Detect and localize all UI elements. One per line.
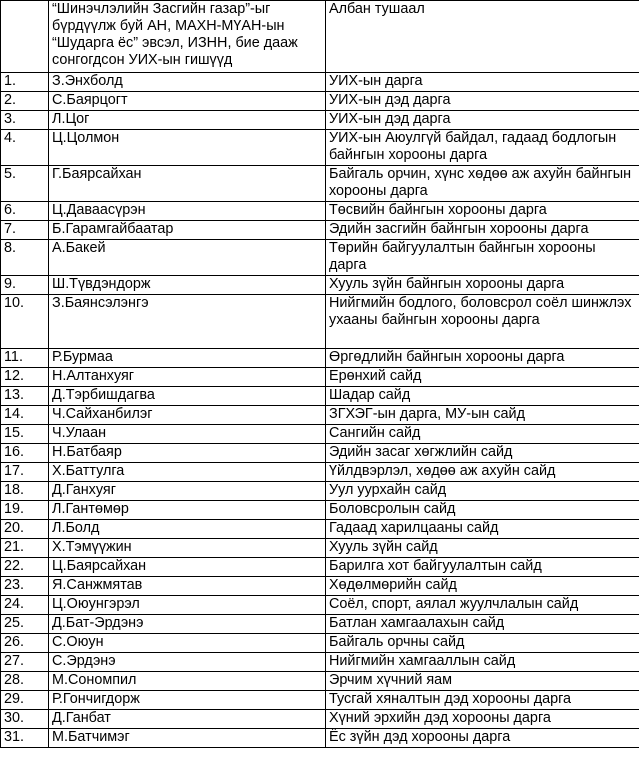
row-name-cell: Я.Санжмятав — [49, 577, 326, 596]
row-num-cell: 17. — [1, 463, 49, 482]
row-position-cell: Эдийн засаг хөгжлийн сайд — [326, 444, 639, 463]
row-num-cell: 4. — [1, 130, 49, 166]
table-row — [1, 615, 639, 634]
row-name-cell: Ц.Баярсайхан — [49, 558, 326, 577]
row-num-cell: 8. — [1, 240, 49, 276]
row-num-cell: 14. — [1, 406, 49, 425]
row-name-cell: Х.Баттулга — [49, 463, 326, 482]
row-num-cell: 12. — [1, 368, 49, 387]
row-name-cell: Ц.Цолмон — [49, 130, 326, 166]
row-name-cell: Д.Ганхуяг — [49, 482, 326, 501]
row-num-cell: 27. — [1, 653, 49, 672]
row-position-cell: Ёс зүйн дэд хорооны дарга — [326, 729, 639, 748]
table-row — [1, 653, 639, 672]
row-num-cell: 11. — [1, 349, 49, 368]
table-row — [1, 463, 639, 482]
row-name-cell: Л.Гантөмөр — [49, 501, 326, 520]
row-name-cell: Р.Гончигдорж — [49, 691, 326, 710]
row-position-cell: Эдийн засгийн байнгын хорооны дарга — [326, 221, 639, 240]
table-row — [1, 501, 639, 520]
row-name-cell: Р.Бурмаа — [49, 349, 326, 368]
row-position-cell: ЗГХЭГ-ын дарга, МУ-ын сайд — [326, 406, 639, 425]
row-num-cell: 24. — [1, 596, 49, 615]
table-header-row — [1, 1, 639, 73]
row-position-cell: Сангийн сайд — [326, 425, 639, 444]
table-row — [1, 520, 639, 539]
row-name-cell: Д.Ганбат — [49, 710, 326, 729]
row-num-cell: 1. — [1, 73, 49, 92]
table-row — [1, 672, 639, 691]
row-name-cell: Г.Баярсайхан — [49, 166, 326, 202]
table-row — [1, 295, 639, 349]
row-name-cell: Ч.Улаан — [49, 425, 326, 444]
table-row — [1, 406, 639, 425]
table-row — [1, 92, 639, 111]
row-name-cell: Ш.Түвдэндорж — [49, 276, 326, 295]
row-name-cell: Б.Гарамгайбаатар — [49, 221, 326, 240]
row-position-cell: Нийгмийн хамгааллын сайд — [326, 653, 639, 672]
row-name-cell: Д.Бат-Эрдэнэ — [49, 615, 326, 634]
table-row — [1, 130, 639, 166]
row-position-cell: Өргөдлийн байнгын хорооны дарга — [326, 349, 639, 368]
row-position-cell: Үйлдвэрлэл, хөдөө аж ахуйн сайд — [326, 463, 639, 482]
table-row — [1, 558, 639, 577]
row-num-cell: 13. — [1, 387, 49, 406]
row-num-cell: 2. — [1, 92, 49, 111]
row-name-cell: Ч.Сайханбилэг — [49, 406, 326, 425]
row-position-cell: УИХ-ын Аюулгүй байдал, гадаад бодлогын байнгын хорооны дарга — [326, 130, 639, 166]
row-position-cell: Шадар сайд — [326, 387, 639, 406]
table-row — [1, 634, 639, 653]
row-num-cell: 21. — [1, 539, 49, 558]
row-position-cell: Төсвийн байнгын хорооны дарга — [326, 202, 639, 221]
table-row — [1, 444, 639, 463]
table-row — [1, 276, 639, 295]
row-position-cell: Эрчим хүчний яам — [326, 672, 639, 691]
row-position-cell: Соёл, спорт, аялал жуулчлалын сайд — [326, 596, 639, 615]
row-name-cell: Н.Батбаяр — [49, 444, 326, 463]
row-num-cell: 30. — [1, 710, 49, 729]
table-row — [1, 387, 639, 406]
row-name-cell: Х.Тэмүүжин — [49, 539, 326, 558]
row-num-cell: 25. — [1, 615, 49, 634]
row-position-cell: УИХ-ын дэд дарга — [326, 92, 639, 111]
row-num-cell: 16. — [1, 444, 49, 463]
row-position-cell: Хөдөлмөрийн сайд — [326, 577, 639, 596]
row-position-cell: Барилга хот байгуулалтын сайд — [326, 558, 639, 577]
table-row — [1, 221, 639, 240]
row-num-cell: 20. — [1, 520, 49, 539]
row-position-cell: Гадаад харилцааны сайд — [326, 520, 639, 539]
row-name-cell: Л.Цог — [49, 111, 326, 130]
table-row — [1, 482, 639, 501]
row-num-cell: 29. — [1, 691, 49, 710]
row-position-cell: Тусгай хяналтын дэд хорооны дарга — [326, 691, 639, 710]
row-name-cell: З.Баянсэлэнгэ — [49, 295, 326, 349]
row-position-cell: Нийгмийн бодлого, боловсрол соёл шинжлэх ухааны байнгын хорооны дарга — [326, 295, 639, 349]
row-name-cell: Д.Тэрбишдагва — [49, 387, 326, 406]
table-row — [1, 596, 639, 615]
table-row — [1, 240, 639, 276]
row-name-cell: З.Энхболд — [49, 73, 326, 92]
row-name-cell: М.Батчимэг — [49, 729, 326, 748]
row-num-cell: 18. — [1, 482, 49, 501]
row-num-cell: 23. — [1, 577, 49, 596]
table-row — [1, 73, 639, 92]
row-num-cell: 19. — [1, 501, 49, 520]
row-position-cell: УИХ-ын дарга — [326, 73, 639, 92]
row-position-cell: Байгаль орчин, хүнс хөдөө аж ахуйн байнгын хорооны дарга — [326, 166, 639, 202]
row-position-cell: Хууль зүйн байнгын хорооны дарга — [326, 276, 639, 295]
table-row — [1, 166, 639, 202]
row-name-cell: Н.Алтанхуяг — [49, 368, 326, 387]
table-row — [1, 111, 639, 130]
row-num-cell: 10. — [1, 295, 49, 349]
header-name-cell: “Шинэчлэлийн Засгийн газар”-ыг бүрдүүлж буй АН, МАХН-МҮАН-ын “Шударга ёс” эвсэл, ИЗНН, бие дааж сонгогдсон УИХ-ын гишүүд — [49, 1, 326, 73]
row-position-cell: Төрийн байгуулалтын байнгын хорооны дарга — [326, 240, 639, 276]
row-position-cell: УИХ-ын дэд дарга — [326, 111, 639, 130]
table-row — [1, 425, 639, 444]
row-num-cell: 31. — [1, 729, 49, 748]
row-position-cell: Уул уурхайн сайд — [326, 482, 639, 501]
header-num-cell — [1, 1, 49, 73]
row-num-cell: 26. — [1, 634, 49, 653]
table-row — [1, 202, 639, 221]
row-name-cell: С.Эрдэнэ — [49, 653, 326, 672]
row-name-cell: Ц.Даваасүрэн — [49, 202, 326, 221]
row-num-cell: 7. — [1, 221, 49, 240]
row-num-cell: 15. — [1, 425, 49, 444]
row-num-cell: 5. — [1, 166, 49, 202]
row-num-cell: 28. — [1, 672, 49, 691]
row-name-cell: М.Сономпил — [49, 672, 326, 691]
row-num-cell: 3. — [1, 111, 49, 130]
row-position-cell: Хүний эрхийн дэд хорооны дарга — [326, 710, 639, 729]
row-name-cell: Ц.Оюунгэрэл — [49, 596, 326, 615]
table-row — [1, 729, 639, 748]
row-position-cell: Батлан хамгаалахын сайд — [326, 615, 639, 634]
row-name-cell: А.Бакей — [49, 240, 326, 276]
row-position-cell: Хууль зүйн сайд — [326, 539, 639, 558]
header-position-cell: Албан тушаал — [326, 1, 639, 73]
table-row — [1, 349, 639, 368]
row-position-cell: Боловсролын сайд — [326, 501, 639, 520]
table-row — [1, 539, 639, 558]
table-row — [1, 691, 639, 710]
row-position-cell: Байгаль орчны сайд — [326, 634, 639, 653]
row-name-cell: Л.Болд — [49, 520, 326, 539]
table-row — [1, 710, 639, 729]
row-num-cell: 22. — [1, 558, 49, 577]
row-name-cell: С.Оюун — [49, 634, 326, 653]
row-num-cell: 6. — [1, 202, 49, 221]
table-row — [1, 577, 639, 596]
table-row — [1, 368, 639, 387]
row-name-cell: С.Баярцогт — [49, 92, 326, 111]
row-num-cell: 9. — [1, 276, 49, 295]
row-position-cell: Ерөнхий сайд — [326, 368, 639, 387]
